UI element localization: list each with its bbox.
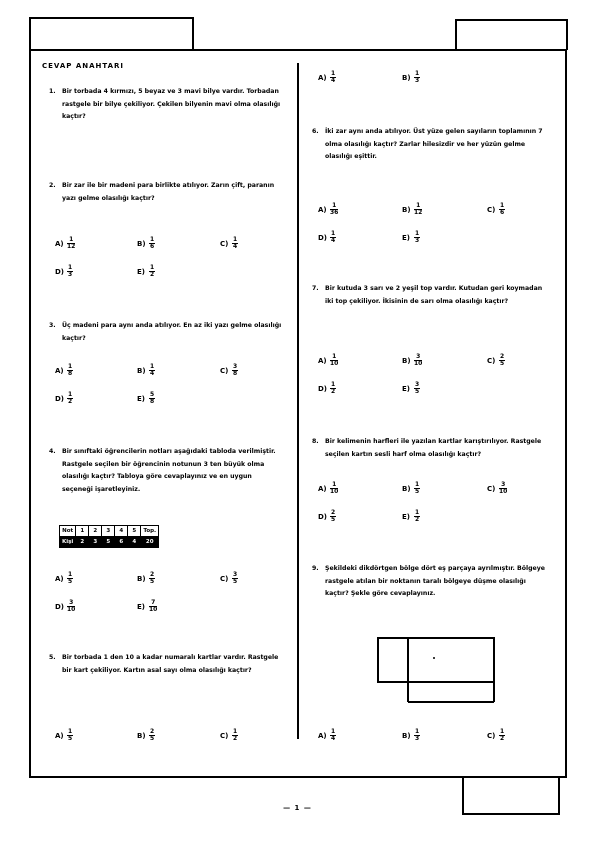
table-cell: 1 (76, 526, 89, 537)
answer-option[interactable] (402, 382, 420, 395)
option-fraction (414, 71, 420, 84)
rectangle-figure (376, 636, 498, 706)
fraction-denominator: 10 (414, 360, 423, 367)
fraction-denominator: 5 (150, 578, 155, 585)
option-letter: A) (55, 239, 64, 248)
answer-option[interactable] (137, 572, 155, 585)
option-letter: B) (137, 366, 146, 375)
option-letter: D) (318, 384, 328, 393)
question-7 (312, 283, 547, 308)
answer-option[interactable] (55, 600, 75, 613)
fraction-numerator: 1 (500, 202, 505, 209)
question-4 (49, 446, 284, 496)
question-text: Bir zar ile bir madeni para birlikte atılıyor. Zarın çift, paranın yazı gelme olasılığı kaçtır? (62, 182, 275, 202)
fraction-denominator: 6 (500, 209, 505, 216)
option-letter: A) (55, 731, 64, 740)
fraction-numerator: 1 (331, 381, 336, 388)
fraction-denominator: 4 (331, 237, 336, 244)
option-letter: A) (318, 484, 327, 493)
fraction-numerator: 2 (500, 353, 505, 360)
answer-option[interactable] (402, 354, 422, 367)
answer-option[interactable] (55, 237, 75, 250)
fraction-denominator: 3 (415, 735, 420, 742)
fraction-numerator: 2 (150, 571, 155, 578)
answer-option[interactable] (137, 729, 155, 742)
table-cell: 6 (115, 537, 128, 548)
option-letter: A) (55, 574, 64, 583)
answer-option[interactable] (487, 729, 505, 742)
option-fraction (149, 600, 157, 613)
fraction-numerator: 3 (415, 381, 420, 388)
question-2 (49, 180, 284, 205)
table-cell: 3 (89, 537, 102, 548)
fraction-denominator: 4 (150, 370, 155, 377)
answer-option[interactable] (318, 510, 336, 523)
question-8 (312, 436, 547, 461)
question-number: 8. (312, 438, 319, 445)
fraction-denominator: 8 (233, 370, 238, 377)
question-number: 4. (49, 448, 56, 455)
header-right-box (455, 19, 568, 50)
figure-outer-rect (378, 638, 494, 682)
table-cell: 4 (128, 537, 141, 548)
fraction-numerator: 1 (233, 236, 238, 243)
option-fraction (414, 354, 422, 367)
fraction-numerator: 1 (331, 728, 336, 735)
fraction-numerator: 1 (330, 354, 338, 361)
fraction-numerator: 1 (415, 70, 420, 77)
answer-option[interactable] (137, 392, 155, 405)
answer-option[interactable] (137, 237, 155, 250)
option-letter: E) (137, 602, 145, 611)
answer-option[interactable] (137, 600, 157, 613)
option-fraction (330, 482, 338, 495)
question-text: Bir kelimenin harfleri ile yazılan kartlar karıştırılıyor. Rastgele seçilen kartın sesli harf olma olasılığı kaçtır? (325, 438, 542, 458)
section-heading: CEVAP ANAHTARI (42, 62, 125, 70)
question-number: 2. (49, 182, 56, 189)
question-3 (49, 320, 284, 345)
option-letter: B) (402, 205, 411, 214)
fraction-numerator: 1 (68, 391, 73, 398)
option-letter: E) (402, 384, 410, 393)
answer-option[interactable] (318, 729, 336, 742)
question-number: 1. (49, 88, 56, 95)
answer-option[interactable] (318, 203, 338, 216)
fraction-denominator: 5 (68, 735, 73, 742)
option-letter: B) (402, 484, 411, 493)
option-letter: C) (220, 731, 229, 740)
answer-option[interactable] (220, 572, 238, 585)
question-text: Bir kutuda 3 sarı ve 2 yeşil top vardır. Kutudan geri koymadan iki top çekiliyor. İkisinin de sarı olma olasılığı kaçtır? (325, 285, 543, 305)
option-letter: B) (137, 239, 146, 248)
fraction-numerator: 1 (415, 509, 420, 516)
option-fraction (499, 203, 505, 216)
answer-option[interactable] (402, 510, 420, 523)
question-text: Bir torbada 4 kırmızı, 5 beyaz ve 3 mavi bilye vardır. Torbadan rastgele bir bilye çekiliyor. Çekilen bilyenin mavi olma olasılığı kaçtır? (62, 88, 281, 120)
question-number: 7. (312, 285, 319, 292)
table-cell: 5 (128, 526, 141, 537)
fraction-numerator: 1 (68, 264, 73, 271)
fraction-numerator: 3 (233, 363, 238, 370)
option-fraction (330, 231, 336, 244)
fraction-denominator: 5 (415, 488, 420, 495)
fraction-numerator: 5 (150, 391, 155, 398)
option-fraction (414, 510, 420, 523)
option-fraction (232, 364, 238, 377)
fraction-numerator: 1 (150, 363, 155, 370)
option-fraction (67, 572, 73, 585)
option-fraction (499, 729, 505, 742)
option-letter: A) (318, 73, 327, 82)
answer-option[interactable] (402, 71, 420, 84)
fraction-numerator: 3 (499, 482, 507, 489)
answer-option[interactable] (220, 729, 238, 742)
fraction-denominator: 5 (331, 516, 336, 523)
fraction-numerator: 1 (330, 482, 338, 489)
fraction-denominator: 12 (414, 209, 423, 216)
answer-option[interactable] (220, 237, 238, 250)
fraction-numerator: 2 (331, 509, 336, 516)
fraction-numerator: 1 (414, 203, 422, 210)
page-number: — 1 — (283, 804, 312, 812)
option-letter: E) (137, 394, 145, 403)
question-number: 3. (49, 322, 56, 329)
table-cell: Not (60, 526, 76, 537)
fraction-numerator: 1 (330, 203, 338, 210)
option-fraction (330, 510, 336, 523)
fraction-numerator: 7 (149, 600, 157, 607)
fraction-numerator: 1 (150, 264, 155, 271)
option-fraction (414, 203, 422, 216)
answer-option[interactable] (137, 364, 155, 377)
fraction-numerator: 1 (68, 363, 73, 370)
table-cell: 2 (76, 537, 89, 548)
option-fraction (149, 729, 155, 742)
option-fraction (149, 572, 155, 585)
option-fraction (330, 203, 338, 216)
answer-option[interactable] (55, 364, 73, 377)
option-fraction (67, 237, 75, 250)
fraction-denominator: 5 (233, 578, 238, 585)
option-letter: D) (55, 394, 65, 403)
fraction-denominator: 5 (415, 388, 420, 395)
fraction-denominator: 5 (68, 578, 73, 585)
fraction-numerator: 1 (500, 728, 505, 735)
option-fraction (414, 382, 420, 395)
option-letter: D) (318, 233, 328, 242)
fraction-denominator: 4 (331, 77, 336, 84)
option-fraction (414, 482, 420, 495)
grades-table (59, 525, 159, 548)
fraction-denominator: 10 (499, 488, 508, 495)
fraction-denominator: 5 (150, 735, 155, 742)
fraction-denominator: 3 (415, 237, 420, 244)
option-fraction (232, 237, 238, 250)
fraction-denominator: 10 (67, 606, 76, 613)
option-letter: C) (220, 574, 229, 583)
question-5 (49, 652, 284, 677)
option-fraction (330, 382, 336, 395)
fraction-denominator: 4 (331, 735, 336, 742)
option-fraction (414, 231, 420, 244)
table-header-row (60, 526, 159, 537)
option-letter: D) (318, 512, 328, 521)
option-fraction (67, 729, 73, 742)
option-fraction (499, 354, 505, 367)
answer-option[interactable] (55, 265, 73, 278)
answer-option[interactable] (402, 729, 420, 742)
question-text: İki zar aynı anda atılıyor. Üst yüze gelen sayıların toplamının 7 olma olasılığı kaçtır? Zarlar hilesizdir ve her yüzün gelme olasılığı eşittir. (325, 128, 543, 160)
fraction-denominator: 2 (331, 388, 336, 395)
option-letter: E) (137, 267, 145, 276)
option-fraction (232, 729, 238, 742)
fraction-denominator: 3 (68, 271, 73, 278)
option-letter: D) (55, 602, 65, 611)
option-letter: B) (402, 73, 411, 82)
question-6 (312, 126, 547, 164)
option-fraction (414, 729, 420, 742)
fraction-numerator: 3 (233, 571, 238, 578)
option-letter: A) (55, 366, 64, 375)
fraction-numerator: 1 (68, 728, 73, 735)
question-1 (49, 86, 284, 124)
question-number: 9. (312, 565, 319, 572)
question-text: Bir torbada 1 den 10 a kadar numaralı kartlar vardır. Rastgele bir kart çekiliyor. Kartın asal sayı olma olasılığı kaçtır? (62, 654, 279, 674)
answer-option[interactable] (55, 729, 73, 742)
fraction-numerator: 3 (67, 600, 75, 607)
fraction-denominator: 10 (330, 488, 339, 495)
figure-point (433, 657, 435, 659)
fraction-denominator: 8 (150, 398, 155, 405)
fraction-numerator: 1 (68, 571, 73, 578)
fraction-numerator: 3 (414, 354, 422, 361)
fraction-denominator: 3 (415, 77, 420, 84)
question-text: Üç madeni para aynı anda atılıyor. En az iki yazı gelme olasılığı kaçtır? (62, 322, 282, 342)
option-fraction (67, 392, 73, 405)
option-fraction (149, 265, 155, 278)
fraction-denominator: 2 (415, 516, 420, 523)
fraction-denominator: 2 (150, 271, 155, 278)
fraction-denominator: 2 (233, 735, 238, 742)
table-cell: 2 (89, 526, 102, 537)
question-text: Bir sınıftaki öğrencilerin notları aşağıdaki tabloda verilmiştir. Rastgele seçilen bir öğrencinin notunun 3 ten büyük olma olasılığı kaçtır? Tabloya göre cevaplayınız ve en uygun seçeneği işaretleyiniz. (62, 448, 276, 493)
answer-option[interactable] (137, 265, 155, 278)
answer-option[interactable] (318, 382, 336, 395)
option-fraction (67, 265, 73, 278)
fraction-denominator: 5 (500, 360, 505, 367)
table-row (60, 537, 159, 548)
answer-option[interactable] (318, 231, 336, 244)
option-fraction (149, 364, 155, 377)
answer-option[interactable] (487, 354, 505, 367)
question-number: 5. (49, 654, 56, 661)
option-letter: B) (137, 731, 146, 740)
option-letter: A) (318, 356, 327, 365)
answer-option[interactable] (402, 203, 422, 216)
fraction-denominator: 2 (500, 735, 505, 742)
fraction-denominator: 10 (149, 606, 158, 613)
fraction-numerator: 1 (67, 237, 75, 244)
option-letter: C) (487, 205, 496, 214)
answer-option[interactable] (318, 354, 338, 367)
option-letter: B) (137, 574, 146, 583)
fraction-numerator: 1 (415, 230, 420, 237)
table-cell: 3 (102, 526, 115, 537)
option-letter: B) (402, 356, 411, 365)
fraction-denominator: 36 (330, 209, 339, 216)
option-fraction (330, 71, 336, 84)
option-fraction (499, 482, 507, 495)
fraction-denominator: 12 (67, 243, 76, 250)
fraction-denominator: 8 (68, 370, 73, 377)
fraction-numerator: 1 (233, 728, 238, 735)
option-fraction (149, 392, 155, 405)
table-cell: 20 (141, 537, 159, 548)
answer-option[interactable] (402, 231, 420, 244)
option-fraction (330, 729, 336, 742)
answer-option[interactable] (487, 203, 505, 216)
fraction-denominator: 10 (330, 360, 339, 367)
option-letter: A) (318, 205, 327, 214)
fraction-numerator: 1 (331, 70, 336, 77)
option-letter: C) (487, 484, 496, 493)
question-number: 6. (312, 128, 319, 135)
fraction-numerator: 2 (150, 728, 155, 735)
option-fraction (232, 572, 238, 585)
fraction-denominator: 4 (233, 243, 238, 250)
option-letter: C) (220, 239, 229, 248)
answer-option[interactable] (487, 482, 507, 495)
option-fraction (149, 237, 155, 250)
option-fraction (67, 364, 73, 377)
option-letter: D) (55, 267, 65, 276)
answer-option[interactable] (318, 482, 338, 495)
option-fraction (330, 354, 338, 367)
table-cell: 4 (115, 526, 128, 537)
table-cell: Top. (141, 526, 159, 537)
fraction-numerator: 1 (331, 230, 336, 237)
fraction-numerator: 1 (415, 728, 420, 735)
option-letter: A) (318, 731, 327, 740)
option-letter: E) (402, 233, 410, 242)
fraction-numerator: 1 (150, 236, 155, 243)
column-divider (297, 63, 299, 739)
answer-option[interactable] (318, 71, 336, 84)
option-letter: B) (402, 731, 411, 740)
question-text: Şekildeki dikdörtgen bölge dört eş parçaya ayrılmıştır. Bölgeye rastgele atılan bir noktanın taralı bölgeye düşme olasılığı kaçtır? Şekle göre cevaplayınız. (325, 565, 545, 597)
fraction-denominator: 6 (150, 243, 155, 250)
option-letter: E) (402, 512, 410, 521)
answer-option[interactable] (55, 572, 73, 585)
option-fraction (67, 600, 75, 613)
answer-option[interactable] (220, 364, 238, 377)
answer-option[interactable] (402, 482, 420, 495)
header-left-box (29, 17, 194, 50)
table-cell: Kişi (60, 537, 76, 548)
option-letter: C) (487, 731, 496, 740)
option-letter: C) (487, 356, 496, 365)
question-9 (312, 563, 547, 601)
fraction-denominator: 2 (68, 398, 73, 405)
table-cell: 5 (102, 537, 115, 548)
fraction-numerator: 1 (415, 481, 420, 488)
option-letter: C) (220, 366, 229, 375)
answer-option[interactable] (55, 392, 73, 405)
